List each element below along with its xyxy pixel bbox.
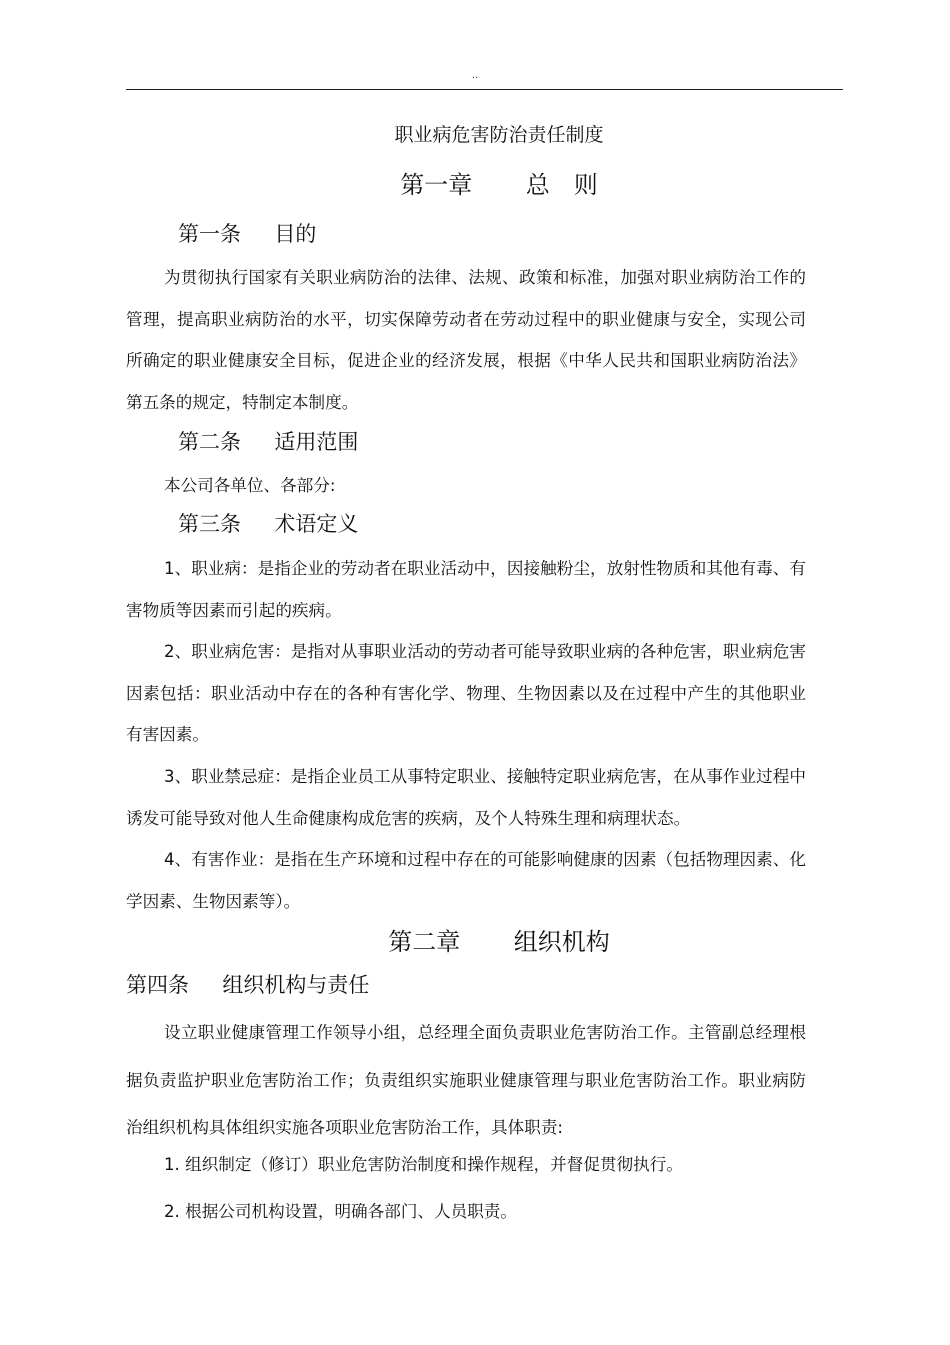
chapter-label: 第一章 — [400, 171, 473, 199]
definition-paragraph: 1、职业病：是指企业的劳动者在职业活动中，因接触粉尘，放射性物质和其他有毒、有害物质等因素而引起的疾病。 — [126, 559, 806, 620]
document-title: 职业病危害防治责任制度 — [394, 124, 604, 146]
duty-list-item: 2. 根据公司机构设置，明确各部门、人员职责。 — [164, 1202, 517, 1221]
article-name: 组织机构与责任 — [222, 973, 370, 997]
purpose-paragraph: 为贯彻执行国家有关职业病防治的法律、法规、政策和标准，加强对职业病防治工作的管理，提高职业病防治的水平，切实保障劳动者在劳动过程中的职业健康与安全，实现公司所确定的职业健康安全目标，促进企业的经济发展，根据《中华人民共和国职业病防治法》第五条的规定，特制定本制度。 — [126, 268, 806, 412]
header-rule — [126, 89, 843, 90]
article-4-heading — [126, 970, 369, 1000]
duty-list-item: 1. 组织制定（修订）职业危害防治制度和操作规程，并督促贯彻执行。 — [164, 1155, 683, 1174]
article-number: 第一条 — [178, 222, 241, 246]
article-1-heading — [178, 219, 316, 249]
chapter-label: 第二章 — [388, 928, 461, 956]
article-number: 第三条 — [178, 512, 241, 536]
chapter-name: 组织机构 — [513, 928, 610, 956]
header-mark: .. — [471, 70, 479, 81]
article-2-heading — [178, 427, 358, 457]
article-name: 适用范围 — [274, 430, 359, 454]
definition-paragraph: 4、有害作业：是指在生产环境和过程中存在的可能影响健康的因素（包括物理因素、化学因素、生物因素等）。 — [126, 850, 806, 911]
article-3-heading — [178, 509, 358, 539]
definition-paragraph: 3、职业禁忌症：是指企业员工从事特定职业、接触特定职业病危害，在从事作业过程中诱发可能导致对他人生命健康构成危害的疾病，及个人特殊生理和病理状态。 — [126, 767, 806, 828]
article-name: 目的 — [274, 222, 317, 246]
definition-paragraph: 2、职业病危害：是指对从事职业活动的劳动者可能导致职业病的各种危害，职业病危害因素包括：职业活动中存在的各种有害化学、物理、生物因素以及在过程中产生的其他职业有害因素。 — [126, 642, 806, 744]
article-number: 第四条 — [126, 973, 189, 997]
article-name: 术语定义 — [274, 512, 359, 536]
chapter-2-heading — [126, 925, 872, 959]
scope-paragraph: 本公司各单位、各部分: — [164, 476, 336, 495]
chapter-name: 总 则 — [525, 171, 598, 199]
organization-paragraph: 设立职业健康管理工作领导小组，总经理全面负责职业危害防治工作。主管副总经理根据负责监护职业危害防治工作；负责组织实施职业健康管理与职业危害防治工作。职业病防治组织机构具体组织实施各项职业危害防治工作，具体职责: — [126, 1023, 806, 1137]
chapter-1-heading — [126, 168, 872, 202]
article-number: 第二条 — [178, 430, 241, 454]
